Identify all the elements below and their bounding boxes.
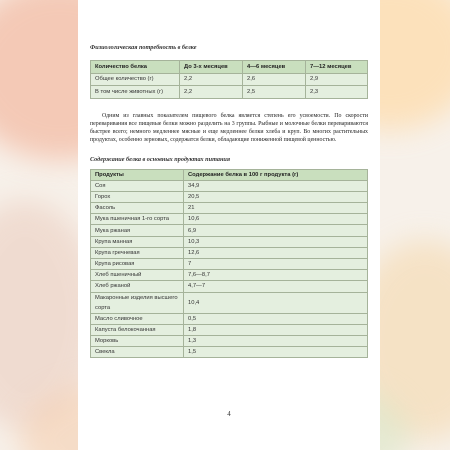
- table-cell: 2,5: [243, 86, 306, 99]
- table-cell: Общее количество (г): [91, 73, 180, 86]
- table-cell: 20,5: [184, 191, 368, 202]
- table-cell: Хлеб пшеничный: [91, 270, 184, 281]
- table-row: [91, 335, 368, 346]
- table-cell: 2,6: [243, 73, 306, 86]
- table-cell: 1,5: [184, 347, 368, 358]
- table-cell: Капуста белокочанная: [91, 324, 184, 335]
- table-cell: Соя: [91, 180, 184, 191]
- table-cell: 2,9: [306, 73, 368, 86]
- table-cell: 1,8: [184, 324, 368, 335]
- table-cell: 10,4: [184, 292, 368, 313]
- table-row: [91, 313, 368, 324]
- table-cell: 10,3: [184, 236, 368, 247]
- table-cell: Крупа гречневая: [91, 247, 184, 258]
- table-cell: 7: [184, 259, 368, 270]
- table-cell: Хлеб ржаной: [91, 281, 184, 292]
- table-cell: 7,6—8,7: [184, 270, 368, 281]
- table-cell: Макаронные изделия высшего сорта: [91, 292, 184, 313]
- table-row: [91, 247, 368, 258]
- page-number: 4: [227, 410, 231, 418]
- table-cell: 2,2: [180, 73, 243, 86]
- column-header: 7—12 месяцев: [306, 61, 368, 74]
- book-page: [78, 0, 380, 450]
- table-cell: Мука ржаная: [91, 225, 184, 236]
- column-header: Продукты: [91, 169, 184, 180]
- column-header: Количество белка: [91, 61, 180, 74]
- table-cell: Масло сливочное: [91, 313, 184, 324]
- table-cell: Морковь: [91, 335, 184, 346]
- table-row: [91, 225, 368, 236]
- table-body: [91, 180, 368, 358]
- table-row: [91, 292, 368, 313]
- table-cell: В том числе животных (г): [91, 86, 180, 99]
- table-row: [91, 73, 368, 86]
- table-header-row: [91, 61, 368, 74]
- table-cell: 6,9: [184, 225, 368, 236]
- table-cell: Горох: [91, 191, 184, 202]
- table-cell: Мука пшеничная 1-го сорта: [91, 214, 184, 225]
- column-header: Содержание белка в 100 г продукта (г): [184, 169, 368, 180]
- column-header: До 3-х месяцев: [180, 61, 243, 74]
- table-cell: 1,3: [184, 335, 368, 346]
- table-row: [91, 324, 368, 335]
- table-cell: Крупа рисовая: [91, 259, 184, 270]
- column-header: 4—6 месяцев: [243, 61, 306, 74]
- table-row: [91, 347, 368, 358]
- protein-need-table: [90, 60, 368, 99]
- table-cell: 2,3: [306, 86, 368, 99]
- body-paragraph: Одним из главных показателем пищевого белка является степень его усвоемости. По скорости переваривания все пищевые белки можно разделить на 3 группы. Рыбные и молочные белки перевариваются быстрее всего; немного медленнее мясные и еще медленнее белки хлеба и круп. Во многих растительных продуктах, особенно зерновых, содержатся белки, обладающие пониженной пищевой ценностью.: [90, 112, 368, 143]
- table1-caption: Физиологическая потребность в белке: [90, 44, 197, 51]
- table-row: [91, 259, 368, 270]
- table-row: [91, 203, 368, 214]
- protein-content-table: [90, 169, 368, 359]
- table-cell: 0,5: [184, 313, 368, 324]
- table-row: [91, 236, 368, 247]
- table-cell: Крупа манная: [91, 236, 184, 247]
- table-row: [91, 180, 368, 191]
- table-header-row: [91, 169, 368, 180]
- table-cell: 2,2: [180, 86, 243, 99]
- table-row: [91, 191, 368, 202]
- table-cell: 34,9: [184, 180, 368, 191]
- page-content: [90, 44, 368, 358]
- table-row: [91, 86, 368, 99]
- table-row: [91, 270, 368, 281]
- table-cell: 10,6: [184, 214, 368, 225]
- table-cell: Фасоль: [91, 203, 184, 214]
- table-cell: 21: [184, 203, 368, 214]
- table-row: [91, 281, 368, 292]
- table-cell: Свекла: [91, 347, 184, 358]
- table2-caption: Содержание белка в основных продуктах питания: [90, 155, 231, 163]
- table-cell: 4,7—7: [184, 281, 368, 292]
- table-cell: 12,6: [184, 247, 368, 258]
- table-row: [91, 214, 368, 225]
